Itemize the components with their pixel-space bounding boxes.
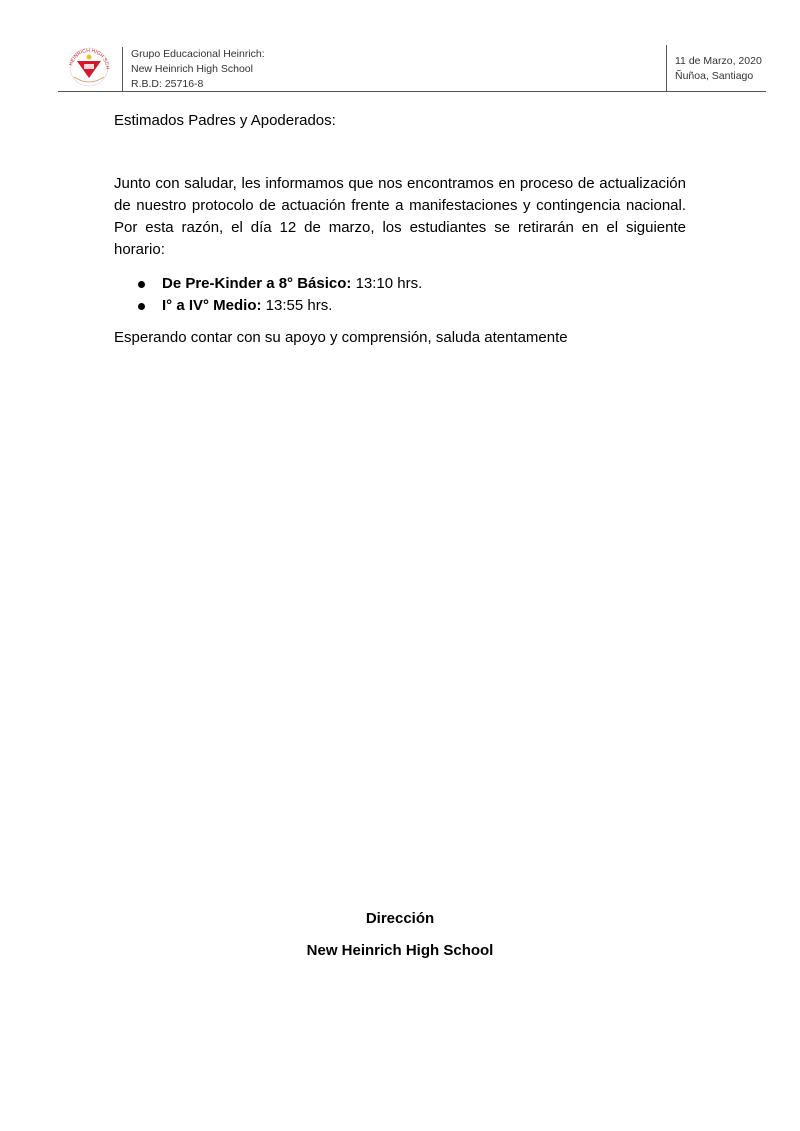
schedule-time: 13:10 hrs.: [351, 275, 423, 292]
signature-school: New Heinrich High School: [306, 942, 494, 959]
header-school-name: New Heinrich High School: [131, 63, 253, 75]
list-item: [114, 273, 686, 295]
header-date-place: [675, 54, 762, 84]
bullet-icon: [138, 303, 145, 310]
schedule-label: De Pre-Kinder a 8° Básico:: [162, 275, 352, 292]
greeting: Estimados Padres y Apoderados:: [114, 112, 336, 129]
list-item: [114, 295, 686, 317]
header-date: 11 de Marzo, 2020: [675, 55, 762, 67]
schedule-time: 13:55 hrs.: [261, 297, 333, 314]
header-rule: [58, 91, 766, 92]
header-divider-left: [122, 47, 123, 91]
closing-line: Esperando contar con su apoyo y comprensión, saluda atentamente: [114, 329, 568, 346]
school-logo: [66, 45, 112, 87]
header-place: Ñuñoa, Santiago: [675, 70, 754, 82]
letter-body: [114, 110, 686, 349]
signature-title: Dirección: [365, 910, 435, 927]
letterhead: [58, 45, 766, 92]
header-divider-right: [666, 45, 667, 91]
bullet-icon: [138, 281, 145, 288]
main-paragraph: Junto con saludar, les informamos que nos encontramos en proceso de actualización de nuestro protocolo de actuación frente a manifestaciones y contingencia nacional. Por esta razón, el día 12 de marzo, los estudiantes se retirarán en el siguiente horario:: [114, 175, 686, 258]
schedule-label: I° a IV° Medio:: [162, 297, 262, 314]
header-rbd: R.B.D: 25716-8: [131, 78, 204, 90]
schedule-list: [114, 273, 686, 317]
header-group-name: Grupo Educacional Heinrich:: [131, 48, 265, 60]
header-school-info: [131, 47, 265, 92]
svg-text:HEINRICH HIGH SCHOOL: HEINRICH HIGH SCH: [68, 47, 111, 70]
